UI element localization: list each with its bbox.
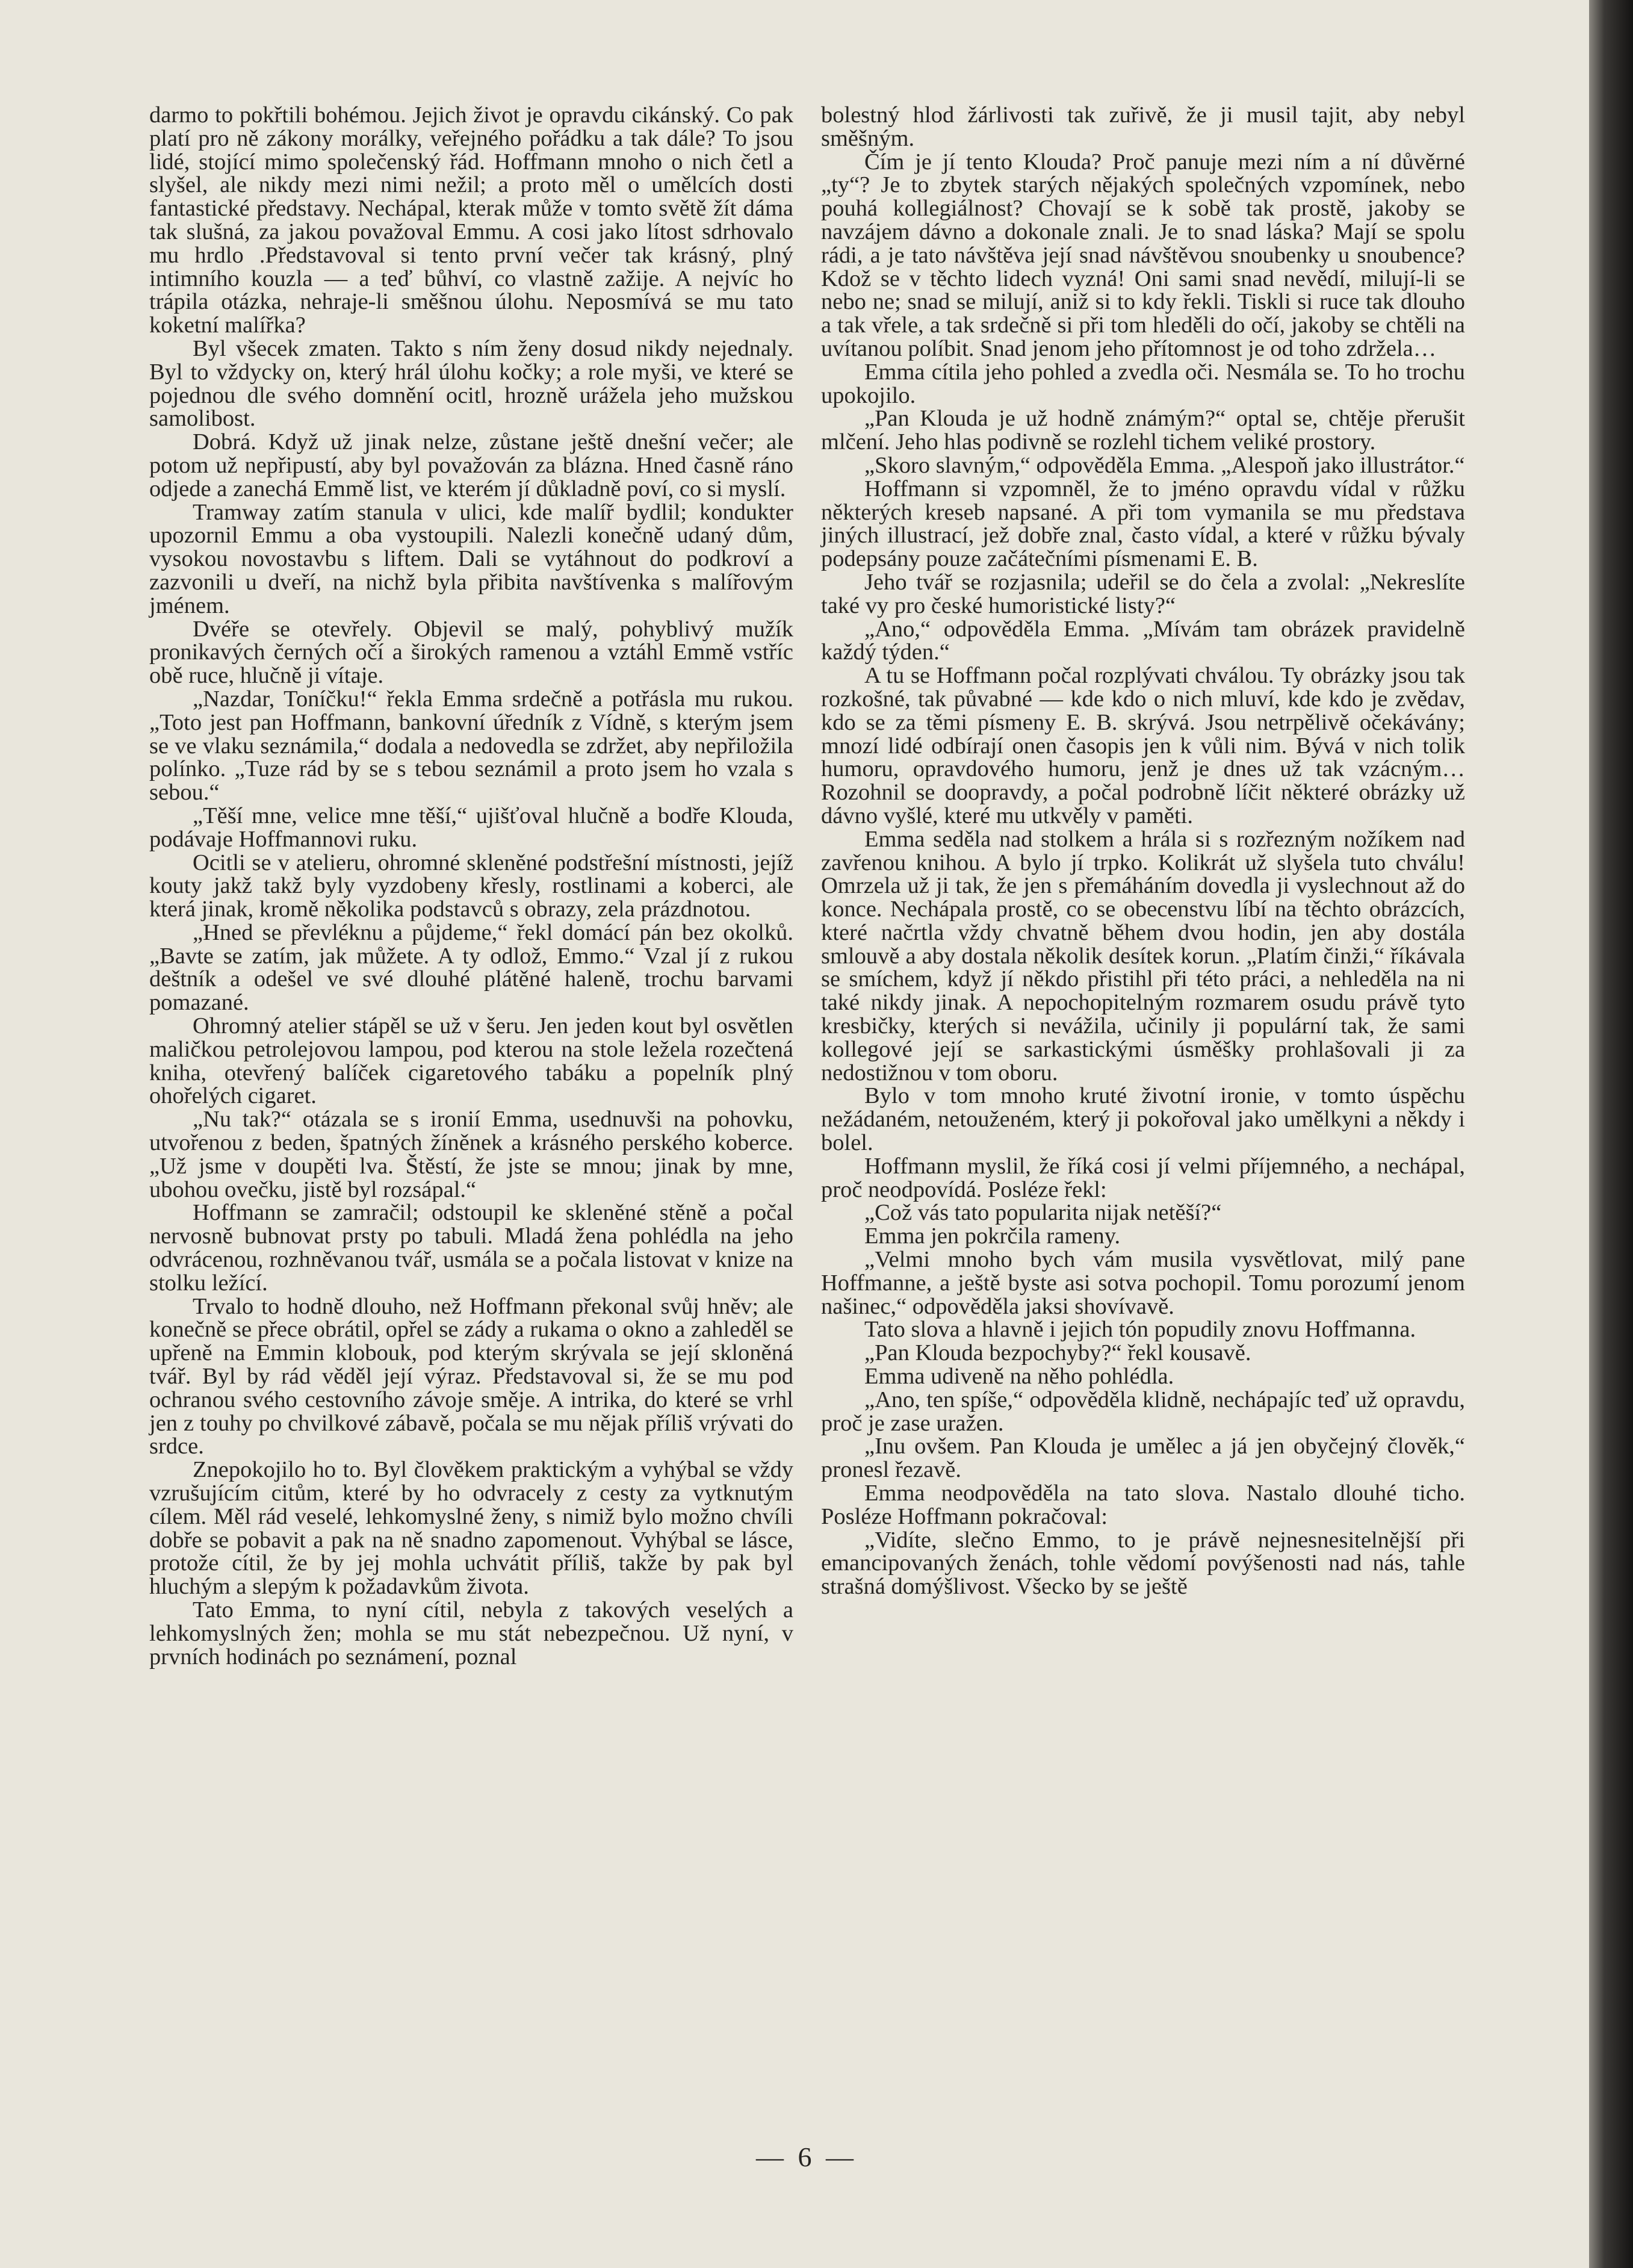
paragraph: Hoffmann myslil, že říká cosi jí velmi příjemného, a nechápal, proč neodpovídá. Posléze řekl:: [821, 1153, 1465, 1202]
paragraph: darmo to pokřtili bohémou. Jejich život je opravdu cikánský. Co pak platí pro ně zákony morálky, veřejného pořádku a tak dále? To jsou lidé, stojící mimo společenský řád. Hoffmann mnoho o nich četl a slyšel, ale nikdy mezi nimi nežil; a proto měl o umělcích dosti fantastické představy. Nechápal, kterak může v tomto světě žít dáma tak slušná, za jakou považoval Emmu. A cosi jako lítost sdrhovalo mu hrdlo .Představoval si tento první večer tak krásný, plný intimního kouzla — a teď bůhví, co vlastně zažije. A nejvíc ho trápila otázka, nehraje-li směšnou úlohu. Neposmívá se mu tato koketní malířka?: [149, 102, 793, 338]
paragraph: Ohromný atelier stápěl se už v šeru. Jen jeden kout byl osvětlen maličkou petrolejovou lampou, pod kterou na stole ležela rozečtená kniha, otevřený balíček cigaretového tabáku a popelník plný ohořelých cigaret.: [149, 1013, 793, 1109]
paragraph: Bylo v tom mnoho kruté životní ironie, v tomto úspěchu nežádaném, netouženém, který ji pokořoval jako umělkyni a někdy i bolel.: [821, 1083, 1465, 1156]
paragraph: „Skoro slavným,“ odpověděla Emma. „Alespoň jako illustrátor.“: [864, 452, 1465, 478]
paragraph: Byl všecek zmaten. Takto s ním ženy dosud nikdy nejednaly. Byl to vždycky on, který hrál úlohu kočky; a role myši, ve které se pojednou dle svého domnění ocitl, hrozně urážela jeho mužskou samolibost.: [149, 335, 793, 432]
paragraph: „Těší mne, velice mne těší,“ ujišťoval hlučně a bodře Klouda, podávaje Hoffmannovi ruku.: [149, 803, 793, 852]
paragraph: Emma seděla nad stolkem a hrála si s rozřezným nožíkem nad zavřenou knihou. A bylo jí trpko. Kolikrát už slyšela tuto chválu! Omrzela už ji tak, že jen s přemáháním dovedla ji vyslechnout až do konce. Nechápala prostě, co se obecenstvu líbí na těchto obrázcích, které načrtla vždy chvatně během dvou hodin, jen aby dostála smlouvě a aby dostala několik desítek korun. „Platím činži,“ říkávala se smíchem, když jí někdo přistihl při této práci, a nehleděla na ni také nikdy jinak. A nepochopitelným rozmarem osudu právě tyto kresbičky, kterých si nevážila, učinily ji populární tak, že sami kollegové její se sarkastickými úsměšky prohlašovali ji za nedostižnou v tom oboru.: [821, 826, 1465, 1086]
right-text-column: [821, 104, 1465, 1598]
paragraph: Emma neodpověděla na tato slova. Nastalo dlouhé ticho. Posléze Hoffmann pokračoval:: [821, 1480, 1465, 1529]
paragraph: „Vidíte, slečno Emmo, to je právě nejnesnesitelnější při emancipovaných ženách, tohle vědomí povýšenosti nad nás, tahle strašná domýšlivost. Všecko by se ještě: [821, 1527, 1465, 1600]
paragraph: „Inu ovšem. Pan Klouda je umělec a já jen obyčejný člověk,“ pronesl řezavě.: [821, 1434, 1465, 1483]
paragraph: „Pan Klouda je už hodně známým?“ optal se, chtěje přerušit mlčení. Jeho hlas podivně se rozlehl tichem veliké prostory.: [821, 406, 1465, 455]
paragraph: „Což vás tato popularita nijak netěší?“: [864, 1200, 1222, 1226]
paragraph: Trvalo to hodně dlouho, než Hoffmann překonal svůj hněv; ale konečně se přece obrátil, opřel se zády a rukama o okno a zahleděl se upřeně na Emmin klobouk, pod kterým skrývala se její skloněná tvář. Byl by rád věděl její výraz. Představoval si, že se mu pod ochranou svého cestovního závoje směje. A intrika, do které se vrhl jen z touhy po chvilkové zábavě, počala se mu nějak příliš vrývati do srdce.: [149, 1293, 793, 1459]
paragraph: Dobrá. Když už jinak nelze, zůstane ještě dnešní večer; ale potom už nepřipustí, aby byl považován za blázna. Hned časně ráno odjede a zanechá Emmě list, ve kterém jí důkladně poví, co si myslí.: [149, 429, 793, 502]
page-number: — 6 —: [756, 2142, 857, 2172]
paragraph: Emma udiveně na něho pohlédla.: [864, 1364, 1174, 1390]
paragraph: Emma jen pokrčila rameny.: [864, 1223, 1121, 1249]
paragraph: „Nu tak?“ otázala se s ironií Emma, usednuvši na pohovku, utvořenou z beden, špatných žíněnek a krásného perského koberce. „Už jsme v doupěti lva. Štěstí, že jste se mnou; jinak by mne, ubohou ovečku, jistě byl rozsápal.“: [149, 1107, 793, 1202]
paragraph: bolestný hlod žárlivosti tak zuřivě, že ji musil tajit, aby nebyl směšným.: [821, 102, 1465, 151]
paragraph: Čím je jí tento Klouda? Proč panuje mezi ním a ní důvěrné „ty“? Je to zbytek starých nějakých společných vzpomínek, nebo pouhá kollegiálnost? Chovají se k sobě tak prostě, jakoby se navzájem dávno a dokonale znali. Je to snad láska? Mají se spolu rádi, a je tato návštěva její snad návštěvou snoubenky u snoubence? Kdož se v těchto lidech vyzná! Oni sami snad nevědí, milují-li se nebo ne; snad se milují, aniž si to kdy řekli. Tiskli si ruce tak dlouho a tak vřele, a tak srdečně si při tom hleděli do očí, jakoby se chtěli na uvítanou políbit. Snad jenom jeho přítomnost je od toho zdržela…: [821, 149, 1465, 361]
paragraph: Hoffmann se zamračil; odstoupil ke skleněné stěně a počal nervosně bubnovat prsty po tabuli. Mladá žena pohlédla na jeho odvrácenou, rozhněvanou tvář, usmála se a počala listovat v knize na stolku ležící.: [149, 1200, 793, 1296]
paragraph: Tato slova a hlavně i jejich tón popudily znovu Hoffmanna.: [864, 1317, 1416, 1343]
paragraph: Znepokojilo ho to. Byl člověkem praktickým a vyhýbal se vždy vzrušujícím citům, které by ho odvracely z cesty za vytknutým cílem. Měl rád veselé, lehkomyslné ženy, s nimiž bylo možno chvíli dobře se pobavit a pak na ně snadno zapomenout. Vyhýbal se lásce, protože cítil, že by jej mohla uchvátit příliš, takže by pak byl hluchým a slepým k požadavkům života.: [149, 1457, 793, 1600]
paragraph: „Ano, ten spíše,“ odpověděla klidně, nechápajíc teď už opravdu, proč je zase uražen.: [821, 1387, 1465, 1436]
left-text-column: [149, 104, 793, 1668]
paragraph: Tramway zatím stanula v ulici, kde malíř bydlil; kondukter upozornil Emmu a oba vystoupili. Nalezli konečně udaný dům, vysokou novostavbu s liftem. Dali se vytáhnout do podkroví a zazvonili u dveří, na nichž byla přibita navštívenka s malířovým jménem.: [149, 499, 793, 618]
paragraph: Dvéře se otevřely. Objevil se malý, pohyblivý mužík pronikavých černých očí a širokých ramenou a vztáhl Emmě vstříc obě ruce, hlučně ji vítaje.: [149, 616, 793, 689]
paragraph: „Hned se převléknu a půjdeme,“ řekl domácí pán bez okolků. „Bavte se zatím, jak můžete. A ty odlož, Emmo.“ Vzal jí z rukou deštník a odešel ve své dlouhé plátěné haleně, trochu barvami pomazané.: [149, 919, 793, 1016]
paragraph: Emma cítila jeho pohled a zvedla oči. Nesmála se. To ho trochu upokojilo.: [821, 359, 1465, 408]
paragraph: „Ano,“ odpověděla Emma. „Mívám tam obrázek pravidelně každý týden.“: [821, 616, 1465, 665]
paragraph: Tato Emma, to nyní cítil, nebyla z takových veselých a lehkomyslných žen; mohla se mu stát nebezpečnou. Už nyní, v prvních hodinách po seznámení, poznal: [149, 1597, 793, 1670]
paragraph: Ocitli se v atelieru, ohromné skleněné podstřešní místnosti, jejíž kouty jakž takž byly vyzdobeny křesly, rostlinami a koberci, ale která jinak, kromě několika podstavců s obrazy, zela prázdnotou.: [149, 850, 793, 922]
paragraph: A tu se Hoffmann počal rozplývati chválou. Ty obrázky jsou tak rozkošné, tak půvabné — kde kdo o nich mluví, kde kdo je zvědav, kdo se za těmi písmeny E. B. skrývá. Jsou netrpělivě očekávány; mnozí lidé odbírají onen časopis jen k vůli nim. Bývá v nich tolik humoru, opravdového humoru, jenž je dnes už tak vzácným… Rozohnil se doopravdy, a počal podrobně líčit některé obrázky už dávno vyšlé, které mu utkvěly v paměti.: [821, 663, 1465, 828]
book-spine-edge: [1589, 0, 1633, 2268]
paragraph: „Nazdar, Toníčku!“ řekla Emma srdečně a potřásla mu rukou. „Toto jest pan Hoffmann, bankovní úředník z Vídně, s kterým jsem se ve vlaku seznámila,“ dodala a nedovedla se zdržet, aby nepřiložila polínko. „Tuze rád by se s tebou seznámil a proto jsem ho vzala s sebou.“: [149, 686, 793, 806]
paragraph: „Pan Klouda bezpochyby?“ řekl kousavě.: [864, 1340, 1251, 1366]
paragraph: Jeho tvář se rozjasnila; udeřil se do čela a zvolal: „Nekreslíte také vy pro české humoristické listy?“: [821, 569, 1465, 618]
paragraph: Hoffmann si vzpomněl, že to jméno opravdu vídal v růžku některých kreseb napsané. A při tom vymanila se mu představa jiných illustrací, jež dobře znal, často vídal, a které v růžku bývaly podepsány pouze začátečními písmenami E. B.: [821, 476, 1465, 572]
paragraph: „Velmi mnoho bych vám musila vysvětlovat, milý pane Hoffmanne, a ještě byste asi sotva pochopil. Tomu porozumí jenom našinec,“ odpověděla jaksi shovívavě.: [821, 1247, 1465, 1319]
